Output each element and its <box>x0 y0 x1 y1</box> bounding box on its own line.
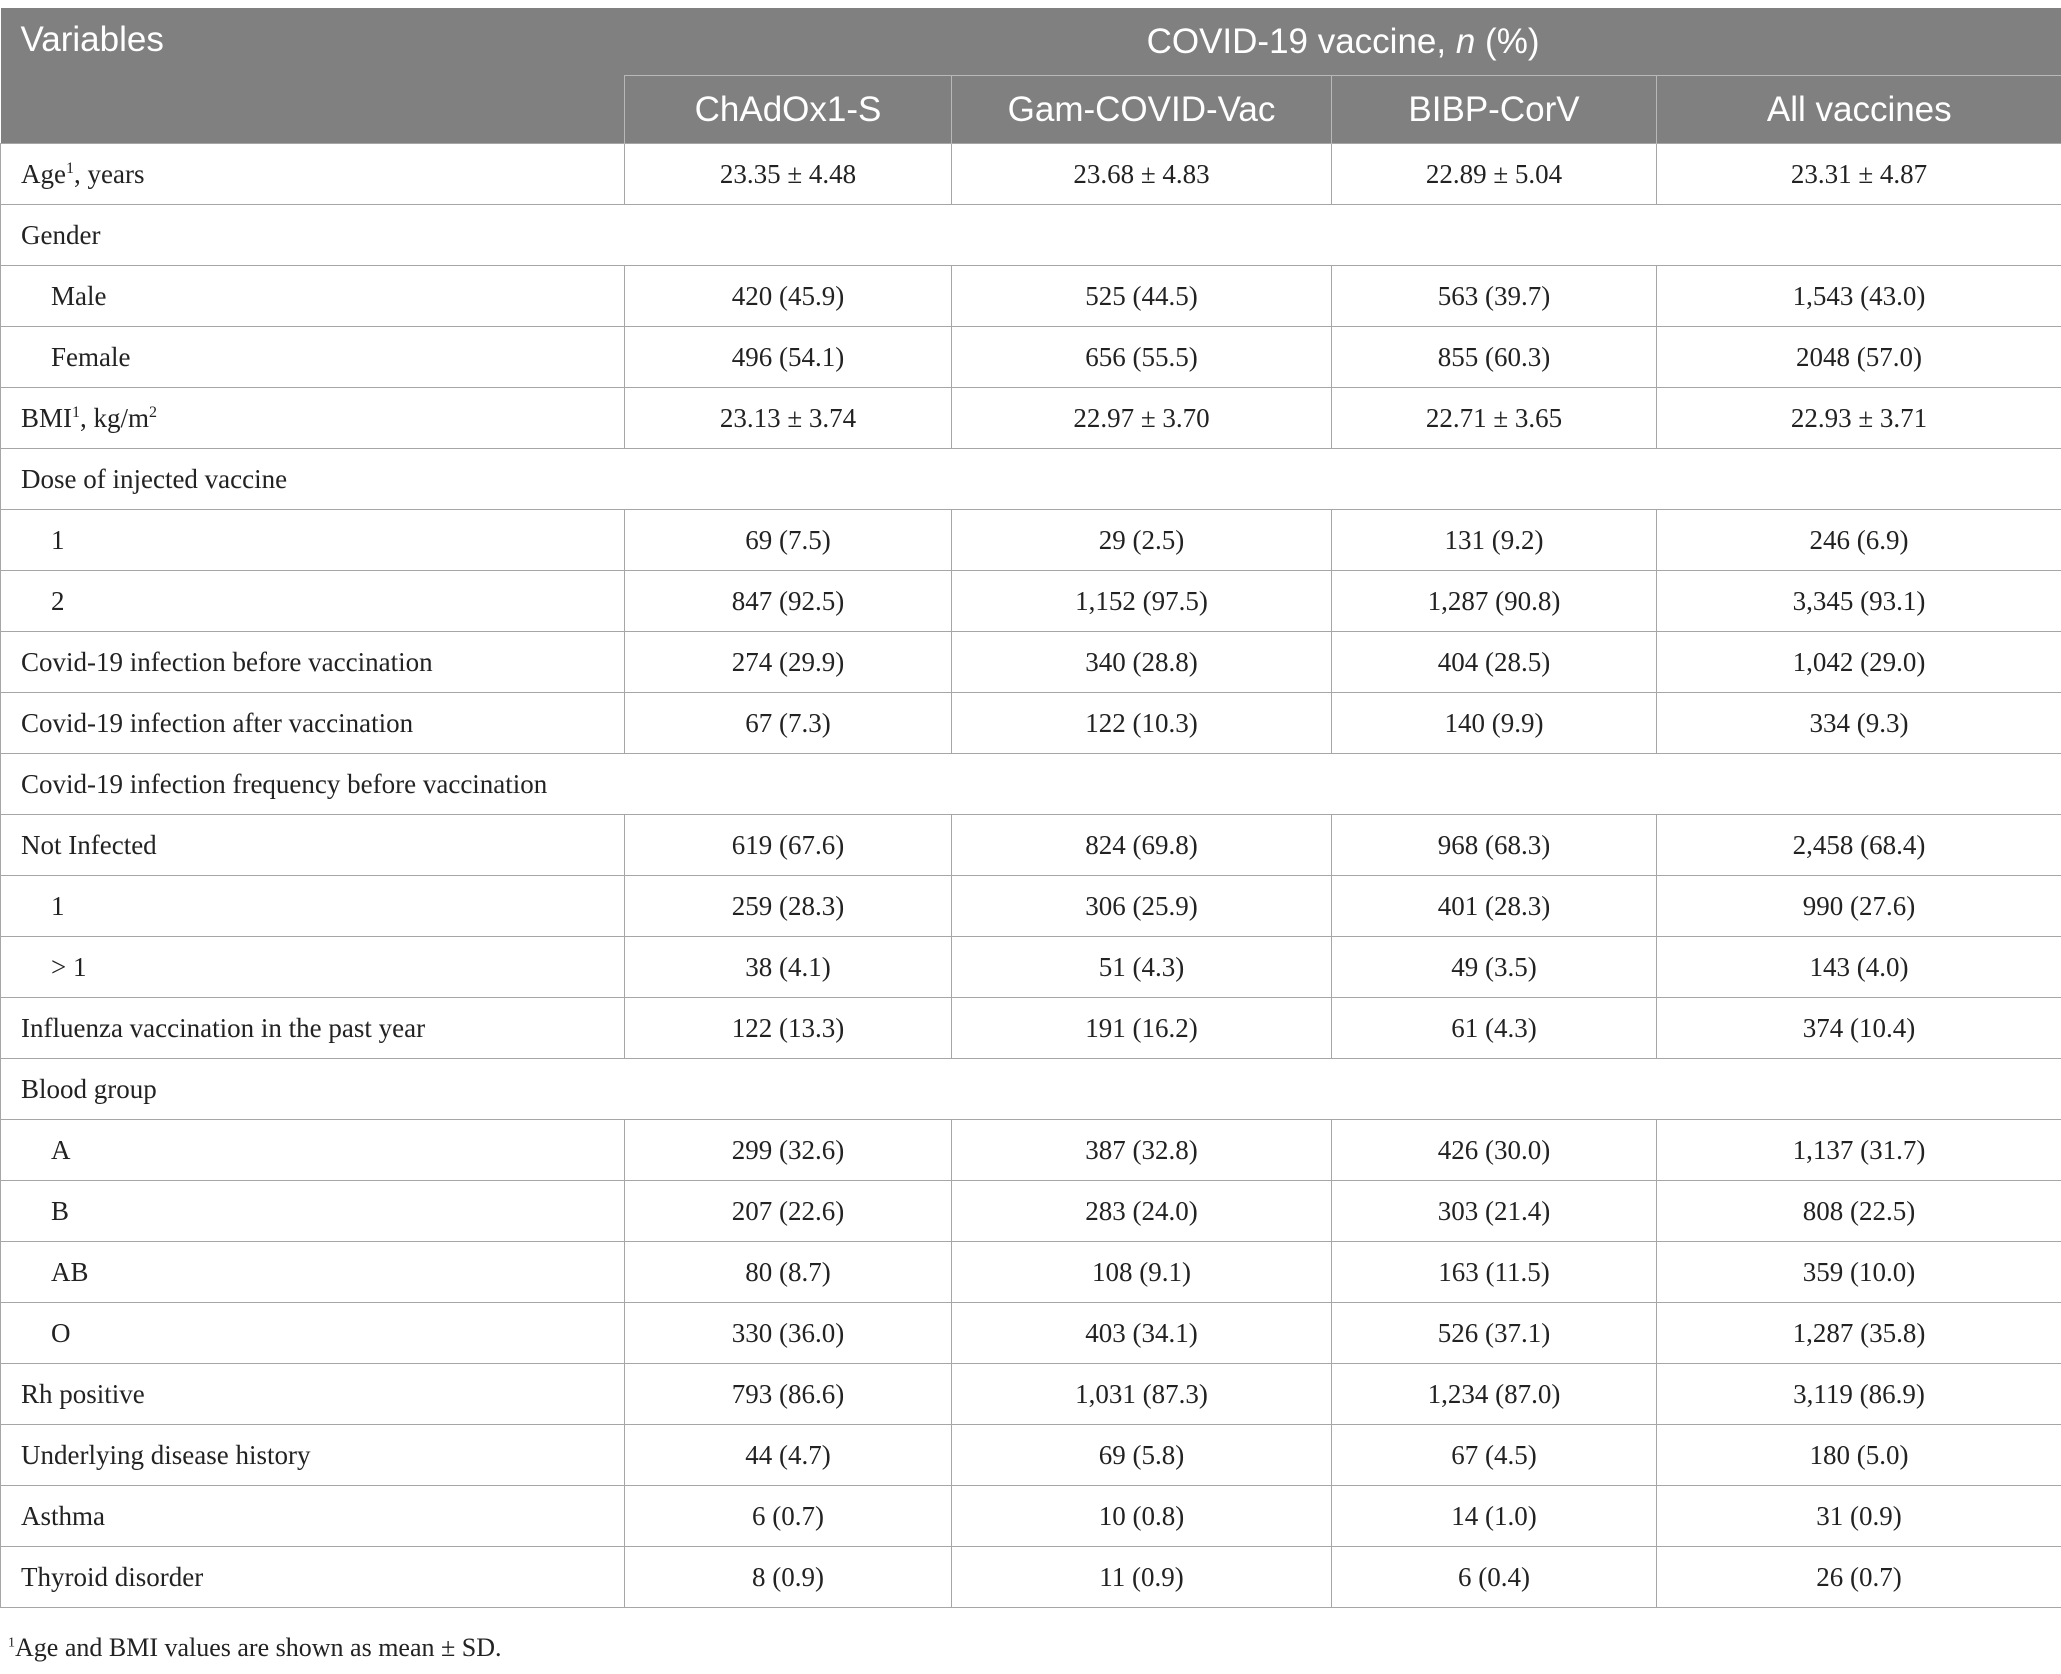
row-label-bmi <box>1 388 625 449</box>
cell-value: 401 (28.3) <box>1332 876 1657 937</box>
cell-value: 1,031 (87.3) <box>952 1364 1332 1425</box>
cell-value: 330 (36.0) <box>625 1303 952 1364</box>
cell-value: 847 (92.5) <box>625 571 952 632</box>
row-label-influenza: Influenza vaccination in the past year <box>1 998 625 1059</box>
bmi-label-text: BMI <box>21 402 73 433</box>
table-body <box>1 144 2061 1608</box>
cell-value: 1,042 (29.0) <box>1657 632 2061 693</box>
cell-value: 824 (69.8) <box>952 815 1332 876</box>
table-row-male <box>1 266 2061 327</box>
row-label-female: Female <box>1 327 625 388</box>
cell-value: 403 (34.1) <box>952 1303 1332 1364</box>
header-col-gam-covid-vac: Gam-COVID-Vac <box>952 76 1332 144</box>
cell-value: 246 (6.9) <box>1657 510 2061 571</box>
cell-value: 8 (0.9) <box>625 1547 952 1608</box>
table-row-gender <box>1 205 2061 266</box>
table-row-freq-1 <box>1 876 2061 937</box>
cell-value: 303 (21.4) <box>1332 1181 1657 1242</box>
table-row-blood-ab <box>1 1242 2061 1303</box>
cell-value: 1,287 (90.8) <box>1332 571 1657 632</box>
row-label-freq-1: 1 <box>1 876 625 937</box>
cell-value: 22.97 ± 3.70 <box>952 388 1332 449</box>
table-row-blood-b <box>1 1181 2061 1242</box>
cell-value: 49 (3.5) <box>1332 937 1657 998</box>
cell-value: 1,234 (87.0) <box>1332 1364 1657 1425</box>
table-row-underlying <box>1 1425 2061 1486</box>
table-container <box>0 8 2061 1608</box>
row-label-rh-positive: Rh positive <box>1 1364 625 1425</box>
header-col-all-vaccines: All vaccines <box>1657 76 2061 144</box>
row-label-asthma: Asthma <box>1 1486 625 1547</box>
table-row-thyroid <box>1 1547 2061 1608</box>
row-label-dose-1: 1 <box>1 510 625 571</box>
cell-value: 29 (2.5) <box>952 510 1332 571</box>
cell-value: 404 (28.5) <box>1332 632 1657 693</box>
cell-value: 108 (9.1) <box>952 1242 1332 1303</box>
cell-value: 2048 (57.0) <box>1657 327 2061 388</box>
table-row-asthma <box>1 1486 2061 1547</box>
cell-value: 44 (4.7) <box>625 1425 952 1486</box>
cell-value: 51 (4.3) <box>952 937 1332 998</box>
cell-value: 14 (1.0) <box>1332 1486 1657 1547</box>
cell-value: 6 (0.4) <box>1332 1547 1657 1608</box>
cell-value: 793 (86.6) <box>625 1364 952 1425</box>
bmi-unit-exponent: 2 <box>149 403 158 421</box>
cell-value: 122 (10.3) <box>952 693 1332 754</box>
cell-value: 525 (44.5) <box>952 266 1332 327</box>
table-row-rh-positive <box>1 1364 2061 1425</box>
section-label-blood-group: Blood group <box>1 1059 2061 1120</box>
bmi-footnote-mark: 1 <box>72 403 81 421</box>
table-row-female <box>1 327 2061 388</box>
cell-value: 3,345 (93.1) <box>1657 571 2061 632</box>
cell-value: 387 (32.8) <box>952 1120 1332 1181</box>
table-row-freq-gt1 <box>1 937 2061 998</box>
cell-value: 67 (4.5) <box>1332 1425 1657 1486</box>
cell-value: 22.89 ± 5.04 <box>1332 144 1657 205</box>
cell-value: 23.68 ± 4.83 <box>952 144 1332 205</box>
table-row-dose-1 <box>1 510 2061 571</box>
cell-value: 274 (29.9) <box>625 632 952 693</box>
cell-value: 359 (10.0) <box>1657 1242 2061 1303</box>
cell-value: 122 (13.3) <box>625 998 952 1059</box>
cell-value: 855 (60.3) <box>1332 327 1657 388</box>
cell-value: 283 (24.0) <box>952 1181 1332 1242</box>
row-label-dose-2: 2 <box>1 571 625 632</box>
cell-value: 259 (28.3) <box>625 876 952 937</box>
cell-value: 656 (55.5) <box>952 327 1332 388</box>
cell-value: 6 (0.7) <box>625 1486 952 1547</box>
cell-value: 990 (27.6) <box>1657 876 2061 937</box>
cell-value: 143 (4.0) <box>1657 937 2061 998</box>
row-label-not-infected: Not Infected <box>1 815 625 876</box>
table-row-frequency <box>1 754 2061 815</box>
cell-value: 426 (30.0) <box>1332 1120 1657 1181</box>
row-label-freq-gt1: > 1 <box>1 937 625 998</box>
cell-value: 1,137 (31.7) <box>1657 1120 2061 1181</box>
footnote-mark: 1 <box>8 1635 15 1651</box>
table-row-age <box>1 144 2061 205</box>
row-label-age <box>1 144 625 205</box>
cell-value: 23.31 ± 4.87 <box>1657 144 2061 205</box>
cell-value: 10 (0.8) <box>952 1486 1332 1547</box>
table-row-dose-2 <box>1 571 2061 632</box>
cell-value: 526 (37.1) <box>1332 1303 1657 1364</box>
cell-value: 420 (45.9) <box>625 266 952 327</box>
cell-value: 163 (11.5) <box>1332 1242 1657 1303</box>
cell-value: 340 (28.8) <box>952 632 1332 693</box>
table-row-influenza <box>1 998 2061 1059</box>
cell-value: 1,287 (35.8) <box>1657 1303 2061 1364</box>
section-label-dose: Dose of injected vaccine <box>1 449 2061 510</box>
cell-value: 1,543 (43.0) <box>1657 266 2061 327</box>
cell-value: 11 (0.9) <box>952 1547 1332 1608</box>
cell-value: 22.71 ± 3.65 <box>1332 388 1657 449</box>
row-label-infection-after: Covid-19 infection after vaccination <box>1 693 625 754</box>
cell-value: 23.35 ± 4.48 <box>625 144 952 205</box>
cell-value: 69 (5.8) <box>952 1425 1332 1486</box>
header-group-prefix: COVID-19 vaccine, <box>1146 21 1456 61</box>
cell-value: 374 (10.4) <box>1657 998 2061 1059</box>
table-row-infection-after <box>1 693 2061 754</box>
header-variables: Variables <box>1 8 625 144</box>
cell-value: 38 (4.1) <box>625 937 952 998</box>
cell-value: 67 (7.3) <box>625 693 952 754</box>
row-label-infection-before: Covid-19 infection before vaccination <box>1 632 625 693</box>
age-unit: , years <box>73 158 145 189</box>
table-row-blood-a <box>1 1120 2061 1181</box>
row-label-male: Male <box>1 266 625 327</box>
age-footnote-mark: 1 <box>65 159 74 177</box>
cell-value: 968 (68.3) <box>1332 815 1657 876</box>
cell-value: 1,152 (97.5) <box>952 571 1332 632</box>
cell-value: 207 (22.6) <box>625 1181 952 1242</box>
cell-value: 334 (9.3) <box>1657 693 2061 754</box>
cell-value: 563 (39.7) <box>1332 266 1657 327</box>
cell-value: 23.13 ± 3.74 <box>625 388 952 449</box>
cell-value: 496 (54.1) <box>625 327 952 388</box>
header-row-group <box>1 8 2061 76</box>
age-label-text: Age <box>21 158 66 189</box>
section-label-gender: Gender <box>1 205 2061 266</box>
cell-value: 61 (4.3) <box>1332 998 1657 1059</box>
cell-value: 808 (22.5) <box>1657 1181 2061 1242</box>
table-row-dose <box>1 449 2061 510</box>
table-row-not-infected <box>1 815 2061 876</box>
cell-value: 22.93 ± 3.71 <box>1657 388 2061 449</box>
row-label-underlying: Underlying disease history <box>1 1425 625 1486</box>
cell-value: 619 (67.6) <box>625 815 952 876</box>
header-group-n: n <box>1455 21 1476 61</box>
header-vaccine-group <box>625 8 2061 76</box>
bmi-unit: , kg/m <box>80 402 150 433</box>
cell-value: 191 (16.2) <box>952 998 1332 1059</box>
cell-value: 3,119 (86.9) <box>1657 1364 2061 1425</box>
cell-value: 299 (32.6) <box>625 1120 952 1181</box>
row-label-blood-a: A <box>1 1120 625 1181</box>
header-group-suffix: (%) <box>1475 21 1540 61</box>
table-row-blood-group <box>1 1059 2061 1120</box>
table-row-bmi <box>1 388 2061 449</box>
cell-value: 140 (9.9) <box>1332 693 1657 754</box>
table-row-blood-o <box>1 1303 2061 1364</box>
header-col-chadox1: ChAdOx1-S <box>625 76 952 144</box>
cell-value: 31 (0.9) <box>1657 1486 2061 1547</box>
header-col-bibp-corv: BIBP-CorV <box>1332 76 1657 144</box>
cell-value: 131 (9.2) <box>1332 510 1657 571</box>
section-label-frequency: Covid-19 infection frequency before vaccination <box>1 754 2061 815</box>
row-label-thyroid: Thyroid disorder <box>1 1547 625 1608</box>
table-header <box>1 8 2061 144</box>
cell-value: 26 (0.7) <box>1657 1547 2061 1608</box>
footnote-text: Age and BMI values are shown as mean ± SD. <box>15 1633 502 1662</box>
cell-value: 2,458 (68.4) <box>1657 815 2061 876</box>
table-footnote <box>8 1633 502 1663</box>
row-label-blood-o: O <box>1 1303 625 1364</box>
vaccine-characteristics-table <box>0 8 2061 1608</box>
row-label-blood-ab: AB <box>1 1242 625 1303</box>
cell-value: 69 (7.5) <box>625 510 952 571</box>
row-label-blood-b: B <box>1 1181 625 1242</box>
cell-value: 80 (8.7) <box>625 1242 952 1303</box>
cell-value: 180 (5.0) <box>1657 1425 2061 1486</box>
cell-value: 306 (25.9) <box>952 876 1332 937</box>
table-row-infection-before <box>1 632 2061 693</box>
